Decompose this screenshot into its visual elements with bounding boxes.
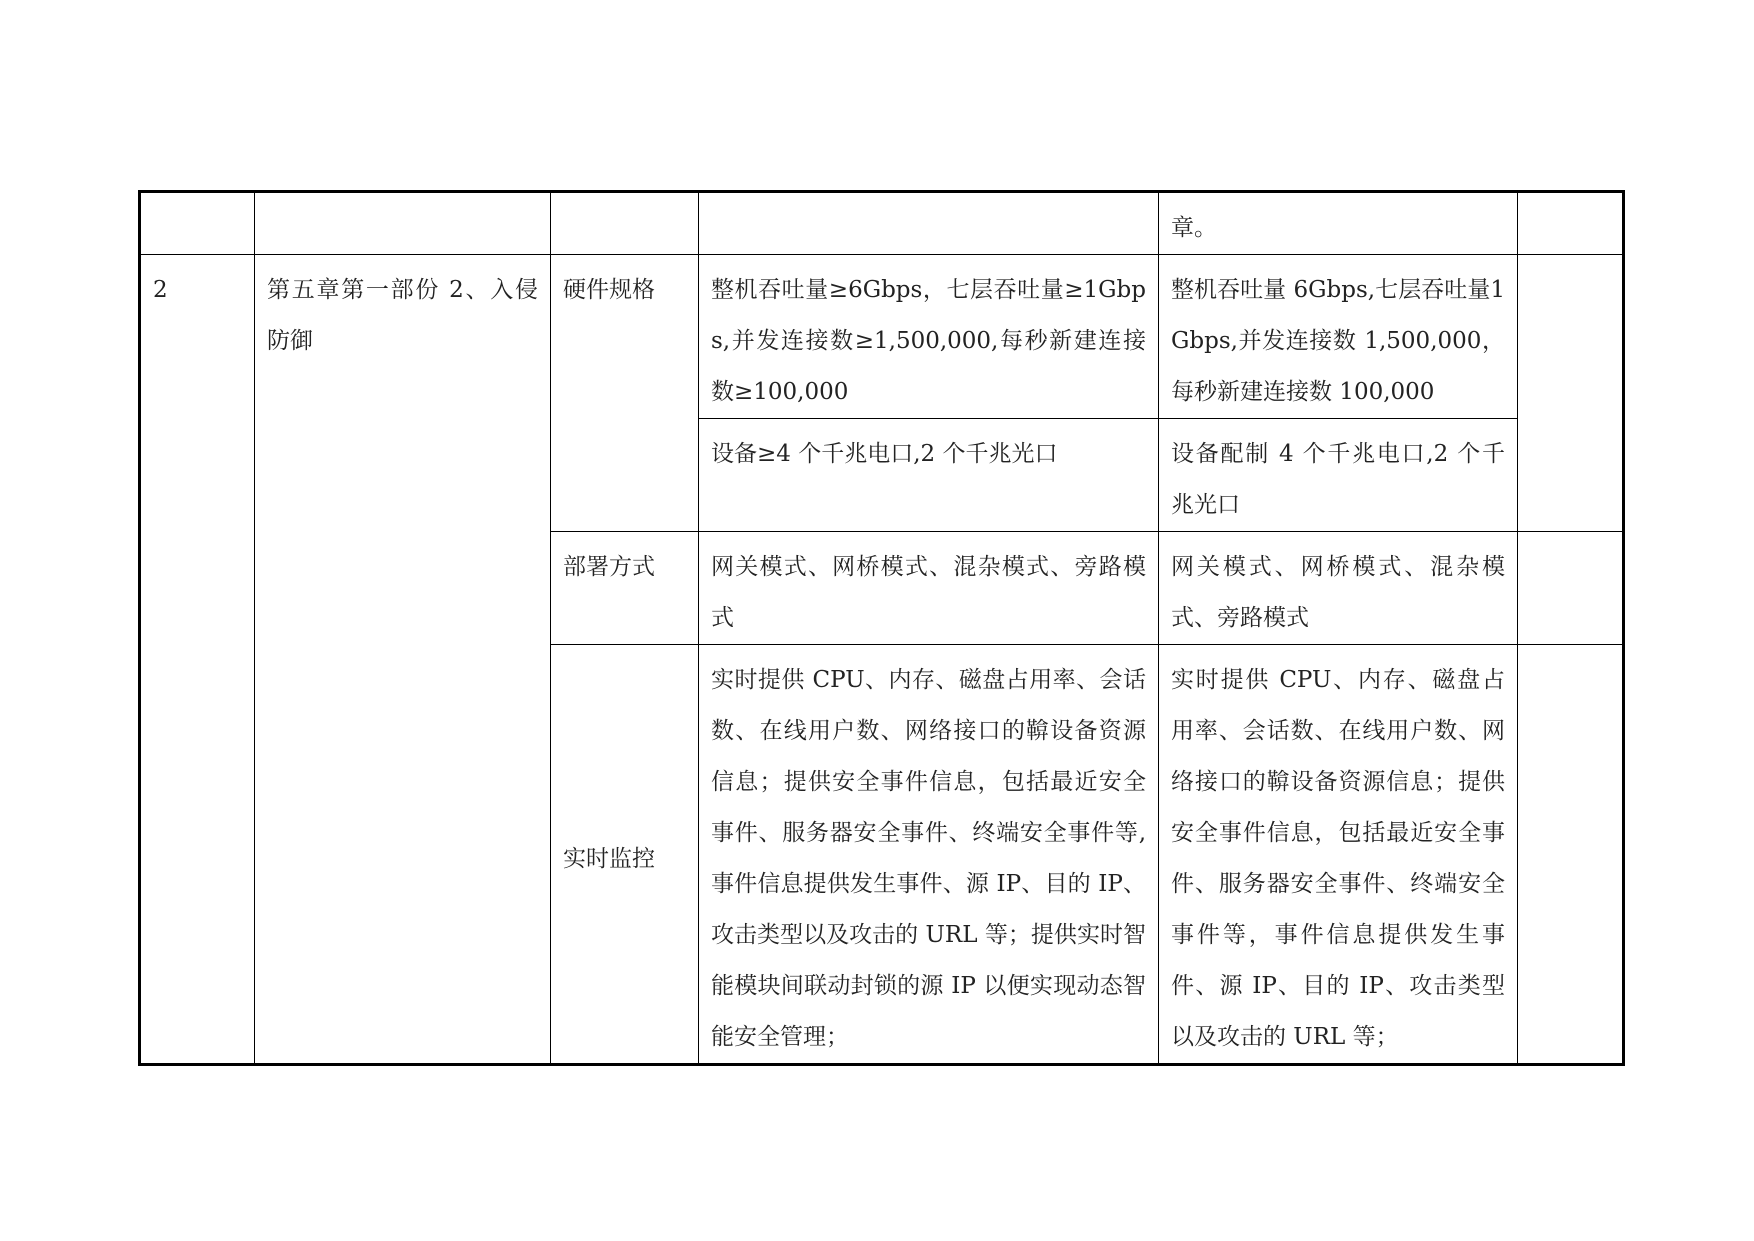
item-number-cell: [140, 255, 255, 1065]
response-cell: [1159, 255, 1518, 419]
remark-cell: [1518, 255, 1624, 532]
response-text: 整机吞吐量 6Gbps,七层吞吐量1Gbps,并发连接数 1,500,000，每秒新建连接数 100,000: [1171, 277, 1505, 405]
category-text: 部署方式: [563, 554, 655, 580]
clause-text: 第五章第一部份 2、入侵防御: [267, 277, 538, 354]
requirement-cell: [699, 419, 1159, 532]
requirement-cell: [699, 645, 1159, 1065]
clause-cell: [255, 255, 551, 1065]
requirement-text: 网关模式、网桥模式、混杂模式、旁路模式: [711, 554, 1146, 631]
category-cell: [551, 532, 699, 645]
table-cell: [699, 192, 1159, 255]
remark-cell: [1518, 192, 1624, 255]
table-row: [140, 255, 1624, 419]
requirement-cell: [699, 255, 1159, 419]
response-text: 网关模式、网桥模式、混杂模式、旁路模式: [1171, 554, 1505, 631]
item-number: 2: [153, 277, 168, 303]
response-cell: [1159, 192, 1518, 255]
response-cell: [1159, 645, 1518, 1065]
response-text: 设备配制 4 个千兆电口,2 个千兆光口: [1171, 441, 1505, 518]
remark-cell: [1518, 532, 1624, 645]
response-text: 章。: [1171, 215, 1217, 241]
specification-table: [138, 190, 1625, 1066]
response-cell: [1159, 532, 1518, 645]
category-text: 硬件规格: [563, 277, 655, 303]
response-text: 实时提供 CPU、内存、磁盘占用率、会话数、在线用户数、网络接口的鞥设备资源信息；提供安全事件信息，包括最近安全事件、服务器安全事件、终端安全事件等，事件信息提供发生事件、源 IP、目的 IP、攻击类型以及攻击的 URL 等；: [1171, 667, 1505, 1050]
requirement-text: 设备≥4 个千兆电口,2 个千兆光口: [711, 441, 1058, 467]
remark-cell: [1518, 645, 1624, 1065]
response-cell: [1159, 419, 1518, 532]
table-cell: [140, 192, 255, 255]
requirement-text: 整机吞吐量≥6Gbps，七层吞吐量≥1Gbps,并发连接数≥1,500,000,每秒新建连接数≥100,000: [711, 277, 1146, 405]
table-row: [140, 192, 1624, 255]
category-cell: [551, 645, 699, 1065]
table-cell: [255, 192, 551, 255]
category-cell: [551, 255, 699, 532]
category-text: 实时监控: [563, 845, 655, 872]
table-cell: [551, 192, 699, 255]
requirement-cell: [699, 532, 1159, 645]
requirement-text: 实时提供 CPU、内存、磁盘占用率、会话数、在线用户数、网络接口的鞥设备资源信息；提供安全事件信息，包括最近安全事件、服务器安全事件、终端安全事件等,事件信息提供发生事件、源 IP、目的 IP、攻击类型以及攻击的 URL 等；提供实时智能模块间联动封锁的源 IP 以便实现动态智能安全管理；: [711, 667, 1146, 1050]
